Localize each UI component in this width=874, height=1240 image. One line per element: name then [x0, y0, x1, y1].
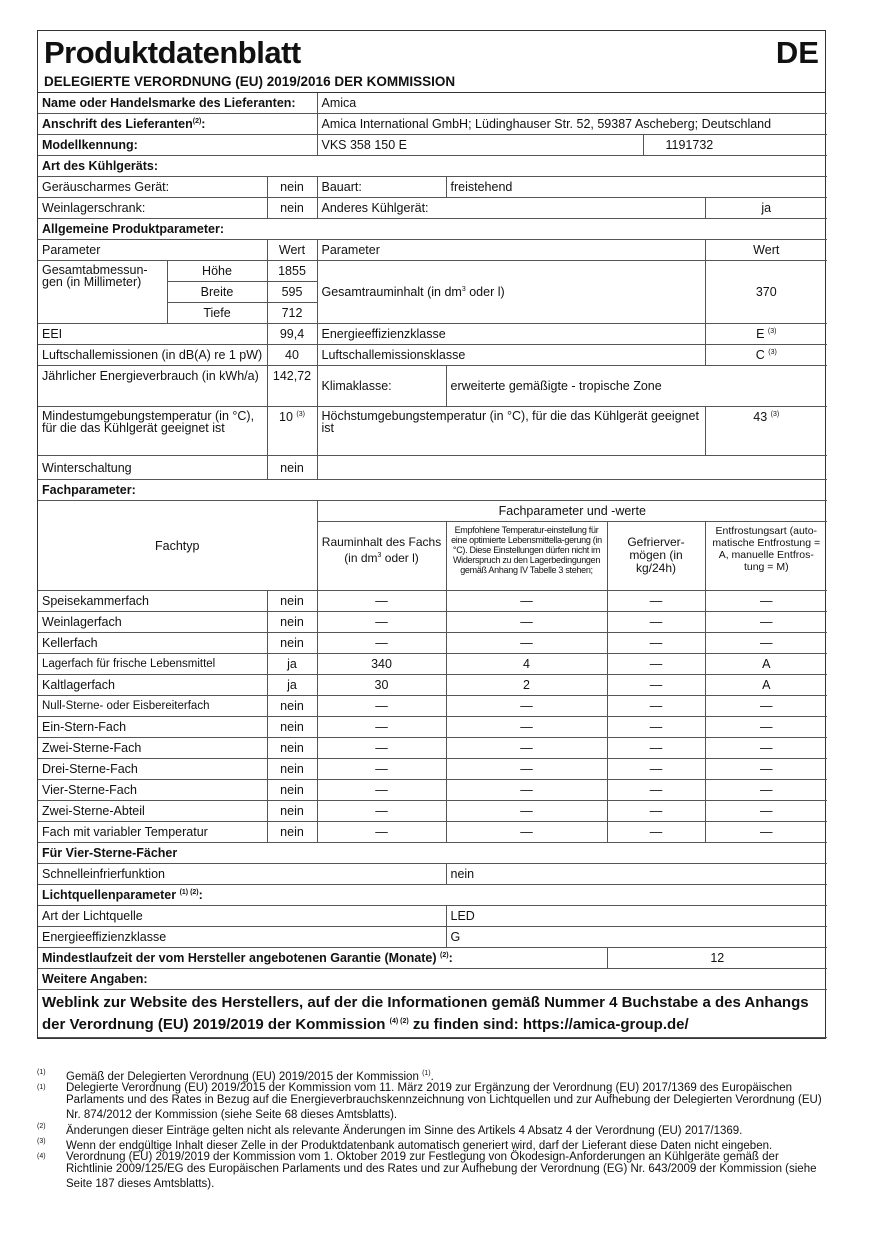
- compartment-row: [38, 759, 827, 780]
- compartment-volume: 30: [317, 675, 446, 696]
- empty-cell: [317, 456, 827, 480]
- compartment-defrost: —: [705, 759, 827, 780]
- type-row-1: [38, 177, 827, 198]
- col-parameter-2: Parameter: [317, 240, 705, 261]
- annual-energy-value: 142,72: [267, 366, 317, 407]
- compartment-volume: —: [317, 759, 446, 780]
- supplier-address-row: [38, 114, 827, 135]
- compartment-row: [38, 591, 827, 612]
- height-value: 1855: [267, 261, 317, 282]
- total-volume-label: Gesamtrauminhalt (in $dm^3$ oder l): [317, 261, 705, 324]
- footnote-text: Delegierte Verordnung (EU) 2019/2015 der Kommission vom 11. März 2019 zur Ergänzung der Verordnung (EU) 2017/1369 des Europäischen Parlaments und des Rates in Bezug auf die Energieverbrauchskennzeichnung von Lichtquellen und zur Aufhebung der Delegierten Verordnung (EU) Nr. 874/2012 der Kommission (siehe Seite 68 dieses Amtsblatts).: [66, 1082, 822, 1122]
- datasheet: [37, 30, 826, 1039]
- compartment-defrost: A: [705, 675, 827, 696]
- compartment-name: Zwei-Sterne-Fach: [38, 738, 267, 759]
- col-freezing-capacity: Gefrierver-mögen (in kg/24h): [607, 522, 705, 591]
- noise-class-label: Luftschallemissionsklasse: [317, 345, 705, 366]
- compartment-name: Weinlagerfach: [38, 612, 267, 633]
- compartment-row: [38, 696, 827, 717]
- footnote-number: (4): [37, 1153, 46, 1161]
- compartment-volume: —: [317, 612, 446, 633]
- compartment-temp: —: [446, 717, 607, 738]
- supplier-address-label: Anschrift des Lieferanten$^{(2)}$:: [38, 114, 317, 135]
- compartment-freeze: —: [607, 675, 705, 696]
- compartment-temp: 2: [446, 675, 607, 696]
- footnote-text: Änderungen dieser Einträge gelten nicht als relevante Änderungen im Sinne des Artikels 4 Absatz 4 der Verordnung (EU) 2017/1369.: [66, 1124, 743, 1137]
- compartment-volume: —: [317, 801, 446, 822]
- col-compartment-group: Fachparameter und -werte: [317, 501, 827, 522]
- footnote: [37, 1122, 827, 1137]
- noise-label: Luftschallemissionen (in dB(A) re 1 pW): [38, 345, 267, 366]
- compartment-present: nein: [267, 738, 317, 759]
- footnote-number: (3): [37, 1137, 46, 1145]
- compartment-row: [38, 738, 827, 759]
- compartment-volume: —: [317, 738, 446, 759]
- compartment-row: [38, 801, 827, 822]
- compartment-present: nein: [267, 696, 317, 717]
- build-label: Bauart:: [317, 177, 446, 198]
- noise-class-value: C $^{(3)}$: [705, 345, 827, 366]
- model-number: 1191732: [643, 135, 827, 156]
- max-temp-value: 43 $^{(3)}$: [705, 407, 827, 456]
- col-recommended-temp: Empfohlene Temperatur-einstellung für eine optimierte Lebensmittella-gerung (in °C). Diese Einstellungen dürfen nicht im Widerspruch zu den Lagerbedingungen gemäß Anhang IV Tabelle 3 stehen;: [446, 522, 607, 591]
- supplier-address-value: Amica International GmbH; Lüdinghauser Str. 52, 59387 Ascheberg; Deutschland: [317, 114, 827, 135]
- section-device-type: Art des Kühlgeräts:: [38, 156, 827, 177]
- compartment-name: Drei-Sterne-Fach: [38, 759, 267, 780]
- datasheet-table: [38, 93, 827, 1038]
- compartment-freeze: —: [607, 654, 705, 675]
- compartment-freeze: —: [607, 822, 705, 843]
- section-compartment-params: Fachparameter:: [38, 480, 827, 501]
- compartment-row: [38, 717, 827, 738]
- compartment-freeze: —: [607, 759, 705, 780]
- compartment-defrost: A: [705, 654, 827, 675]
- compartment-name: Speisekammerfach: [38, 591, 267, 612]
- compartment-name: Fach mit variabler Temperatur: [38, 822, 267, 843]
- compartment-volume: —: [317, 633, 446, 654]
- warranty-value: 12: [607, 948, 827, 969]
- col-compartment-type: Fachtyp: [38, 501, 317, 591]
- compartment-name: Kellerfach: [38, 633, 267, 654]
- footnote-text: Wenn der endgültige Inhalt dieser Zelle in der Produktdatenbank automatisch generiert wird, darf der Lieferant diese Daten nicht eingeben.: [66, 1139, 773, 1152]
- compartment-present: nein: [267, 633, 317, 654]
- compartment-freeze: —: [607, 780, 705, 801]
- compartment-defrost: —: [705, 780, 827, 801]
- compartment-row: [38, 612, 827, 633]
- depth-label: Tiefe: [167, 303, 267, 324]
- noise-value: 40: [267, 345, 317, 366]
- compartment-volume: —: [317, 591, 446, 612]
- wine-cabinet-label: Weinlagerschrank:: [38, 198, 267, 219]
- compartment-temp: —: [446, 696, 607, 717]
- section-further-info: Weitere Angaben:: [38, 969, 827, 990]
- warranty-label: Mindestlaufzeit der vom Hersteller angebotenen Garantie (Monate) $^{(2)}$:: [38, 948, 607, 969]
- light-type-label: Art der Lichtquelle: [38, 906, 446, 927]
- compartment-volume: 340: [317, 654, 446, 675]
- climate-class-label: Klimaklasse:: [317, 366, 446, 407]
- compartment-freeze: —: [607, 717, 705, 738]
- compartment-present: nein: [267, 780, 317, 801]
- model-value: VKS 358 150 E: [317, 135, 643, 156]
- other-device-label: Anderes Kühlgerät:: [317, 198, 705, 219]
- compartment-present: nein: [267, 759, 317, 780]
- footnote-number: (2): [37, 1122, 46, 1130]
- total-volume-value: 370: [705, 261, 827, 324]
- compartment-row: [38, 675, 827, 696]
- footnotes: [37, 1068, 827, 1191]
- compartment-present: ja: [267, 675, 317, 696]
- compartment-temp: —: [446, 738, 607, 759]
- compartment-volume: —: [317, 717, 446, 738]
- col-value: Wert: [267, 240, 317, 261]
- noise-row: [38, 345, 827, 366]
- width-label: Breite: [167, 282, 267, 303]
- compartment-temp: 4: [446, 654, 607, 675]
- footnote-number: (1): [37, 1084, 46, 1092]
- supplier-name-row: [38, 93, 827, 114]
- compartment-group-row: [38, 501, 827, 522]
- compartment-freeze: —: [607, 633, 705, 654]
- footnote: [37, 1083, 827, 1121]
- col-defrost-type: Entfrostungsart (auto-matische Entfrostung = A, manuelle Entfros-tung = M): [705, 522, 827, 591]
- winter-row: [38, 456, 827, 480]
- col-parameter: Parameter: [38, 240, 267, 261]
- compartment-name: Vier-Sterne-Fach: [38, 780, 267, 801]
- compartment-row: [38, 633, 827, 654]
- compartment-volume: —: [317, 780, 446, 801]
- footnote-text: Gemäß der Delegierten Verordnung (EU) 2019/2015 der Kommission $^{(1)}$.: [66, 1070, 434, 1083]
- compartment-temp: —: [446, 780, 607, 801]
- compartment-volume: —: [317, 822, 446, 843]
- energy-row: [38, 366, 827, 407]
- energy-class-label: Energieeffizienzklasse: [317, 324, 705, 345]
- quick-freeze-label: Schnelleinfrierfunktion: [38, 864, 446, 885]
- compartment-defrost: —: [705, 738, 827, 759]
- type-row-2: [38, 198, 827, 219]
- winter-mode-value: nein: [267, 456, 317, 480]
- compartment-temp: —: [446, 591, 607, 612]
- depth-value: 712: [267, 303, 317, 324]
- weblink-text[interactable]: Weblink zur Website des Herstellers, auf der die Informationen gemäß Nummer 4 Buchstabe a des Anhangs der Verordnung (EU) 2019/2019 der Kommission $^{(4) (2)}$ zu finden sind: https://amica-group.de/: [38, 990, 827, 1038]
- compartment-present: nein: [267, 822, 317, 843]
- compartment-name: Lagerfach für frische Lebensmittel: [38, 654, 267, 675]
- width-value: 595: [267, 282, 317, 303]
- compartment-present: nein: [267, 801, 317, 822]
- eei-row: [38, 324, 827, 345]
- compartment-name: Zwei-Sterne-Abteil: [38, 801, 267, 822]
- build-value: freistehend: [446, 177, 827, 198]
- max-temp-label: Höchstumgebungstemperatur (in °C), für die das Kühlgerät geeignet ist: [317, 407, 705, 456]
- dims-row-height: [38, 261, 827, 282]
- compartment-rows: [38, 591, 827, 843]
- compartment-freeze: —: [607, 738, 705, 759]
- compartment-present: nein: [267, 591, 317, 612]
- compartment-row: [38, 822, 827, 843]
- compartment-present: nein: [267, 717, 317, 738]
- page-title: Produktdatenblatt: [44, 35, 301, 70]
- compartment-name: Kaltlagerfach: [38, 675, 267, 696]
- compartment-present: nein: [267, 612, 317, 633]
- light-type-row: [38, 906, 827, 927]
- light-class-row: [38, 927, 827, 948]
- model-label: Modellkennung:: [38, 135, 317, 156]
- compartment-volume: —: [317, 696, 446, 717]
- dimensions-label: Gesamtabmessun-gen (in Millimeter): [38, 261, 167, 324]
- col-value-2: Wert: [705, 240, 827, 261]
- header: [38, 31, 825, 93]
- compartment-row: [38, 654, 827, 675]
- annual-energy-label: Jährlicher Energieverbrauch (in kWh/a): [38, 366, 267, 407]
- model-row: [38, 135, 827, 156]
- compartment-defrost: —: [705, 591, 827, 612]
- compartment-freeze: —: [607, 696, 705, 717]
- compartment-defrost: —: [705, 633, 827, 654]
- footnote: [37, 1068, 827, 1083]
- compartment-freeze: —: [607, 612, 705, 633]
- compartment-defrost: —: [705, 822, 827, 843]
- warranty-row: [38, 948, 827, 969]
- compartment-defrost: —: [705, 696, 827, 717]
- light-class-label: Energieeffizienzklasse: [38, 927, 446, 948]
- energy-class-value: E $^{(3)}$: [705, 324, 827, 345]
- winter-mode-label: Winterschaltung: [38, 456, 267, 480]
- section-four-star: Für Vier-Sterne-Fächer: [38, 843, 827, 864]
- general-header-row: [38, 240, 827, 261]
- quick-freeze-row: [38, 864, 827, 885]
- compartment-present: ja: [267, 654, 317, 675]
- compartment-name: Null-Sterne- oder Eisbereiterfach: [38, 696, 267, 717]
- eei-value: 99,4: [267, 324, 317, 345]
- compartment-defrost: —: [705, 717, 827, 738]
- compartment-temp: —: [446, 612, 607, 633]
- col-compartment-volume: Rauminhalt des Fachs (in $dm^3$ oder l): [317, 522, 446, 591]
- height-label: Höhe: [167, 261, 267, 282]
- temperature-row: [38, 407, 827, 456]
- language-code: DE: [775, 35, 819, 70]
- wine-cabinet-value: nein: [267, 198, 317, 219]
- footnote: [37, 1137, 827, 1152]
- other-device-value: ja: [705, 198, 827, 219]
- regulation-subtitle: DELEGIERTE VERORDNUNG (EU) 2019/2016 DER KOMMISSION: [44, 74, 456, 89]
- compartment-defrost: —: [705, 801, 827, 822]
- light-class-value: G: [446, 927, 827, 948]
- compartment-name: Ein-Stern-Fach: [38, 717, 267, 738]
- compartment-temp: —: [446, 822, 607, 843]
- section-light-source: Lichtquellenparameter $^{(1) (2)}$:: [38, 885, 827, 906]
- footnote: [37, 1152, 827, 1190]
- low-noise-value: nein: [267, 177, 317, 198]
- footnote-text: Verordnung (EU) 2019/2019 der Kommission vom 1. Oktober 2019 zur Festlegung von Ökodesign-Anforderungen an Kühlgeräte gemäß der Richtlinie 2009/125/EG des Europäischen Parlaments und des Rates und zur Aufhebung der Verordnung (EG) Nr. 643/2009 der Kommission (siehe Seite 187 dieses Amtsblatts).: [66, 1151, 817, 1191]
- low-noise-label: Geräuscharmes Gerät:: [38, 177, 267, 198]
- supplier-name-value: Amica: [317, 93, 827, 114]
- quick-freeze-value: nein: [446, 864, 827, 885]
- compartment-freeze: —: [607, 591, 705, 612]
- light-type-value: LED: [446, 906, 827, 927]
- footnote-number: (1): [37, 1069, 46, 1076]
- climate-class-value: erweiterte gemäßigte - tropische Zone: [446, 366, 827, 407]
- compartment-freeze: —: [607, 801, 705, 822]
- eei-label: EEI: [38, 324, 267, 345]
- compartment-temp: —: [446, 759, 607, 780]
- min-temp-value: 10 $^{(3)}$: [267, 407, 317, 456]
- min-temp-label: Mindestumgebungstemperatur (in °C), für die das Kühlgerät geeignet ist: [38, 407, 267, 456]
- compartment-defrost: —: [705, 612, 827, 633]
- compartment-temp: —: [446, 633, 607, 654]
- weblink-row: [38, 990, 827, 1038]
- section-general-params: Allgemeine Produktparameter:: [38, 219, 827, 240]
- compartment-temp: —: [446, 801, 607, 822]
- compartment-row: [38, 780, 827, 801]
- supplier-name-label: Name oder Handelsmarke des Lieferanten:: [38, 93, 317, 114]
